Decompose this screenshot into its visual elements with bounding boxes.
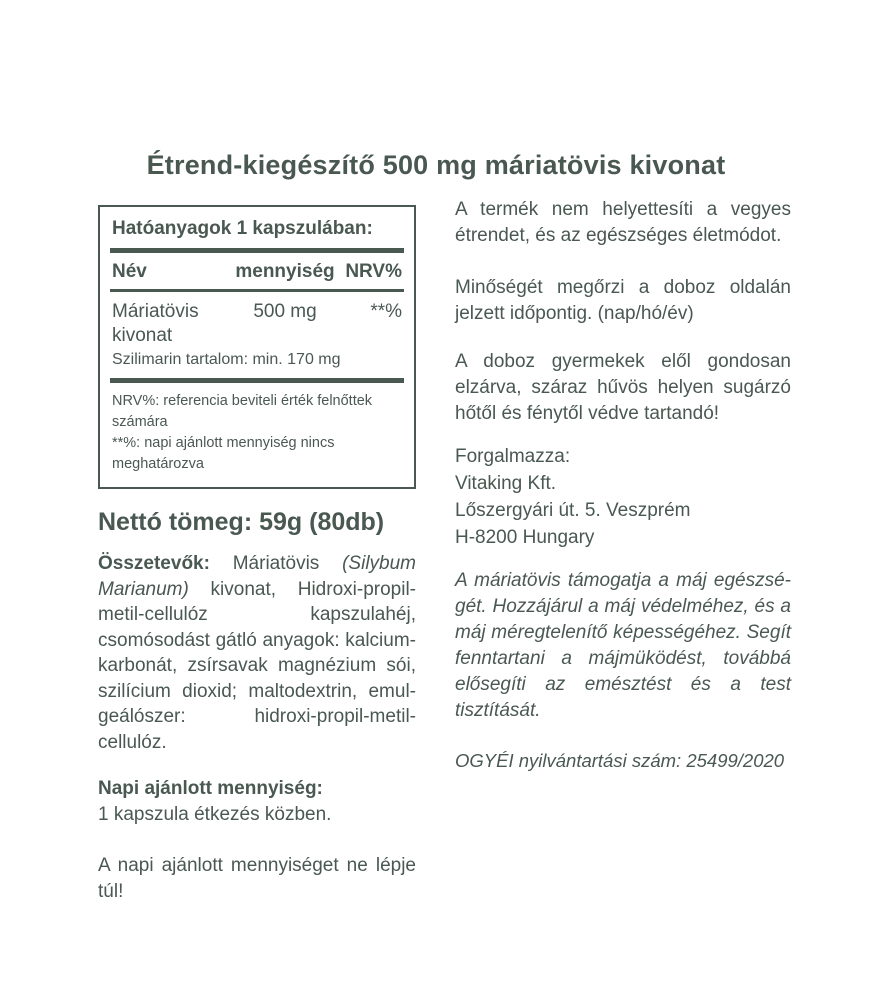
footnote-nrv: NRV%: referencia beviteli érték felnőttek számára [112,393,373,430]
ingredients-latin-name: (Silybum Marianum) [98,553,416,600]
distributor-block [455,443,791,551]
column-header-name: Név [112,261,147,282]
ingredients-name: Máriatövis [209,553,343,574]
distributor-address: Lőszergyári út. 5. Veszprém [455,500,691,521]
storage-paragraph: A doboz gyermekek elől gondosan elzárva, száraz hűvös helyen sugárzó hőtől és fénytől védve tartandó! [455,351,791,424]
distributor-country: H-8200 Hungary [455,527,595,548]
registration-number: OGYÉI nyilvántartási szám: 25499/2020 [455,750,785,771]
silymarin-content-note: Szilimarin tartalom: min. 170 mg [112,351,341,368]
facts-footnotes [110,383,404,477]
left-column [98,205,416,904]
ingredient-name-cell: Máriatövis kivonat [112,301,199,346]
net-weight-heading: Nettó tömeg: 59g (80db) [98,508,385,536]
dose-warning: A napi ajánlott mennyiséget ne lépje túl! [98,855,416,902]
distributor-company: Vitaking Kft. [455,473,557,494]
facts-column-header-row [110,253,404,289]
column-header-amount: mennyiség [235,261,335,282]
expiry-paragraph: Minőségét megőrzi a doboz oldalán jelzett időpontig. (nap/hó/év) [455,277,791,324]
health-claim-paragraph: A máriatövis támogatja a máj egészségét. Hozzájárul a máj védelméhez, és a máj méregtelenítő képességéhez. Segít fenntartani a májmüködést, továbbá elősegíti az emésztést és a test tisztítását. [455,570,791,721]
daily-dose-text: 1 kapszula étkezés közben. [98,804,332,825]
footnote-asterisk: **%: napi ajánlott mennyiség nincs meghatározva [112,435,335,472]
ingredients-rest: kivonat, Hidroxi-propil-metil-cellulóz kapszulahéj, csomósodást gátló anyagok: kalcium-karbonát, zsírsavak magnézium sói, szilícium dioxid; maltodextrin, emulgeálószer: hidroxi-propil-metil-cellulóz. [98,578,416,753]
page-title: Étrend-kiegészítő 500 mg máriatövis kivonat [146,150,726,180]
column-header-nrv: NRV% [345,261,402,282]
ingredient-nrv-cell: **% [370,301,402,322]
distributor-label: Forgalmazza: [455,446,571,467]
ingredients-paragraph [98,551,416,755]
daily-dose-heading: Napi ajánlott mennyiség: [98,778,323,799]
ingredients-label: Összetevők: [98,553,210,574]
table-row [110,292,404,350]
supplement-facts-table [98,205,416,489]
disclaimer-paragraph: A termék nem helyettesíti a vegyes étrendet, és az egészséges életmódot. [455,199,791,246]
ingredient-amount-cell: 500 mg [253,301,317,322]
facts-header: Hatóanyagok 1 kapszulában: [112,218,373,239]
right-column [455,197,791,772]
